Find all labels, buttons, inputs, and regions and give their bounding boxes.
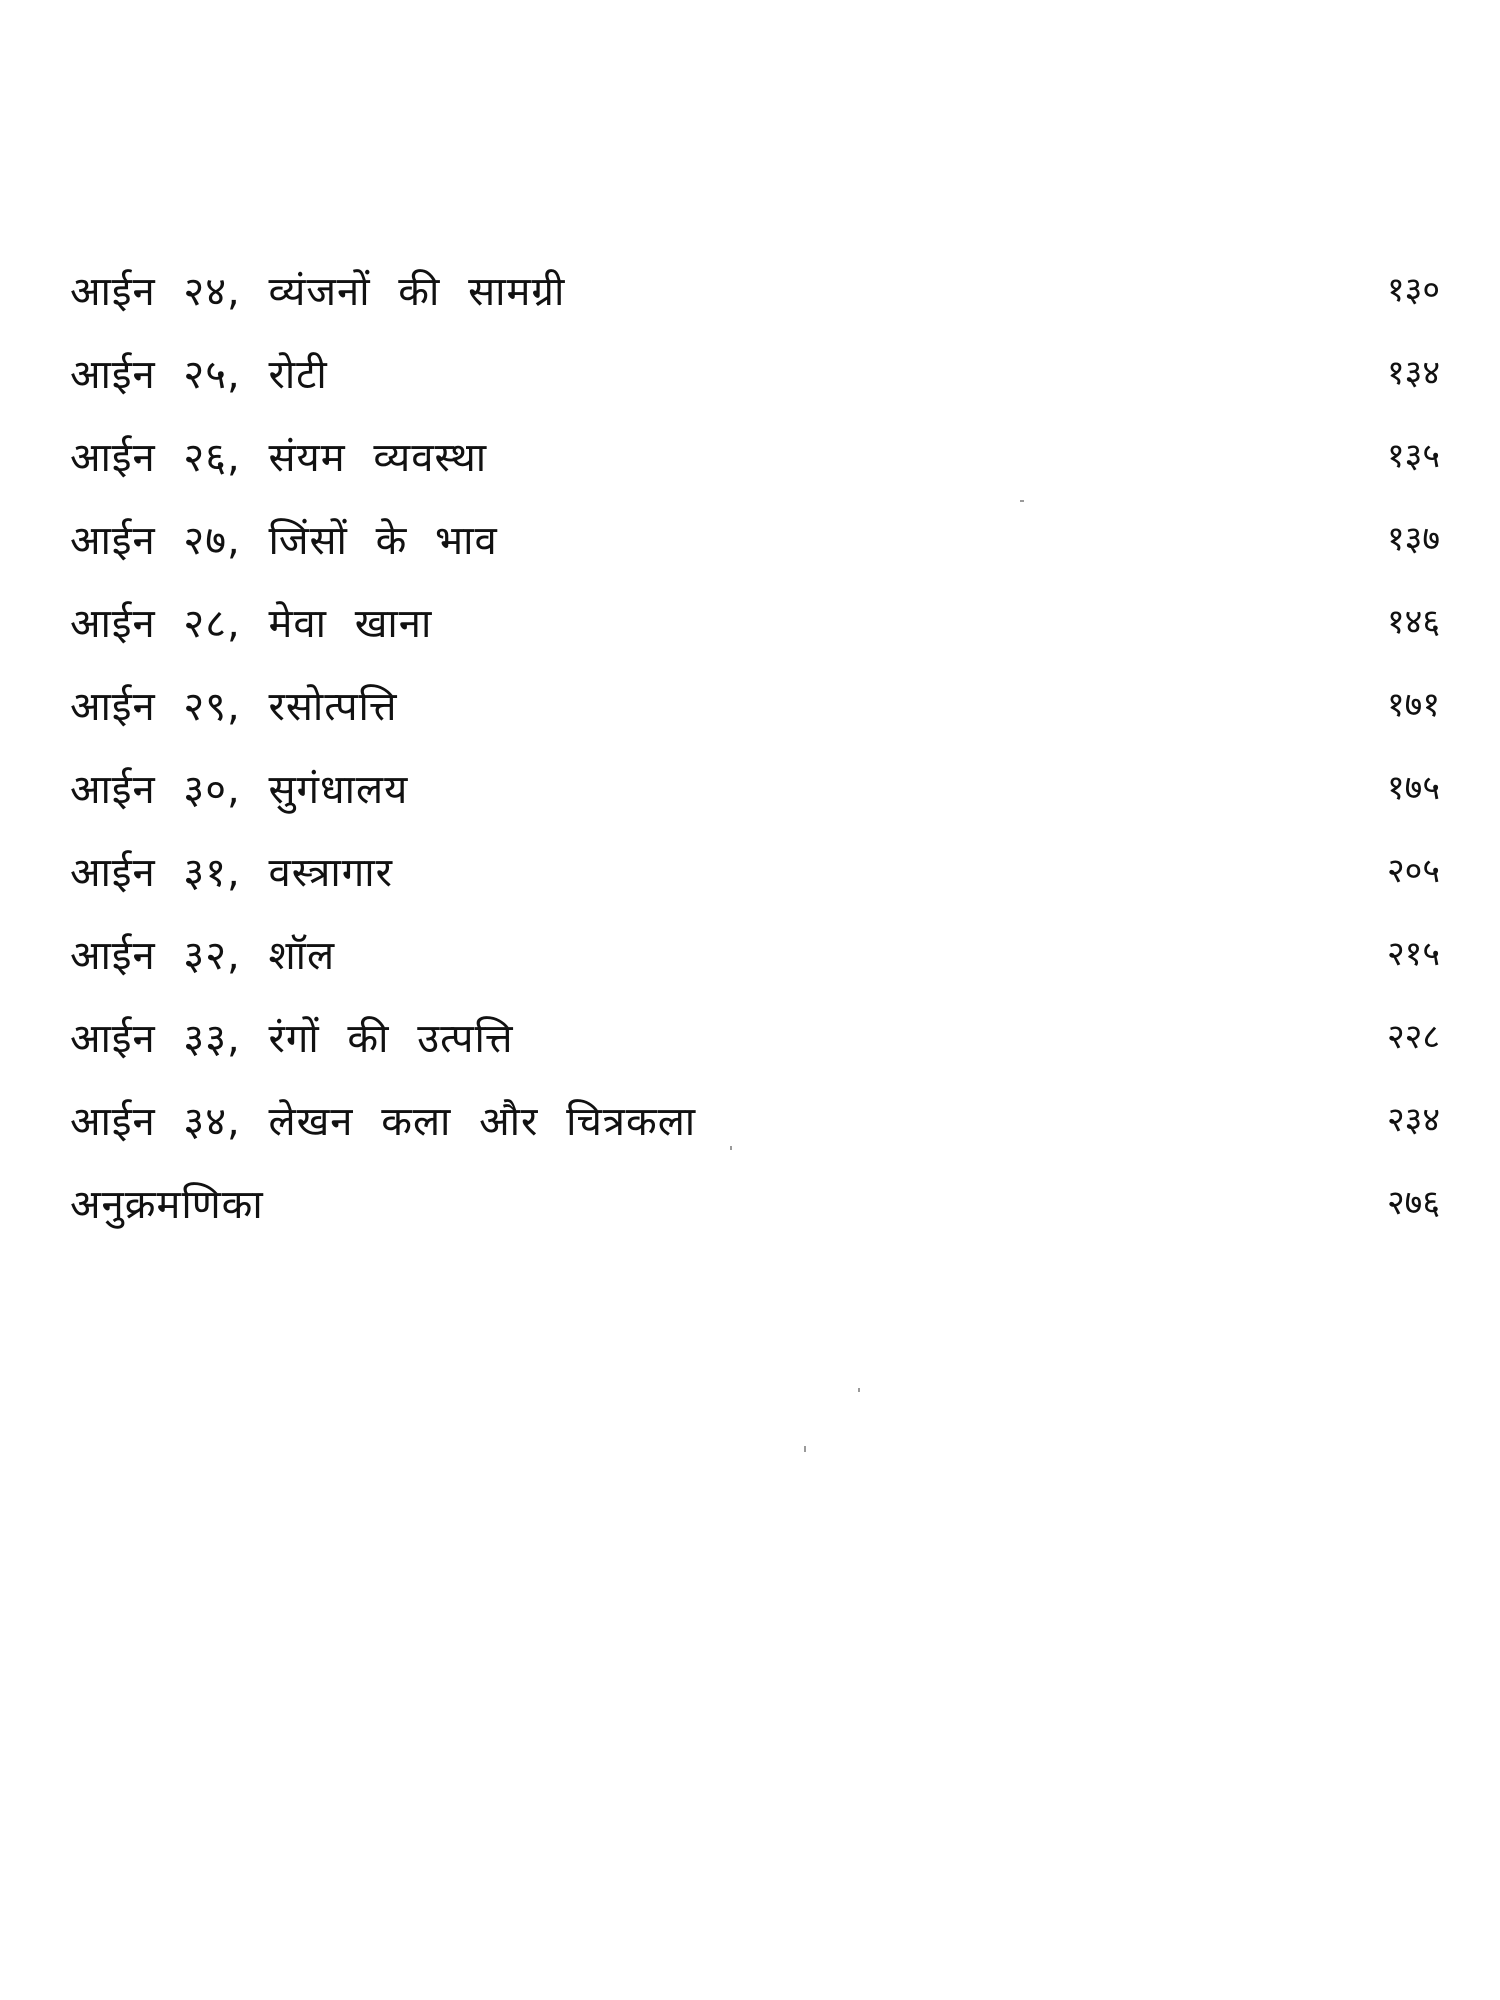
toc-entry-ain-26: [70, 428, 1450, 511]
toc-entry-title: आईन ३१, वस्त्रागार: [70, 850, 393, 896]
toc-entry-page-number: २७६: [1386, 1183, 1440, 1223]
toc-entry-page-number: १३५: [1386, 436, 1440, 476]
toc-entry-ain-24: [70, 262, 1450, 345]
toc-entry-page-number: १३४: [1386, 353, 1440, 393]
toc-entry-page-number: २०५: [1386, 851, 1440, 891]
toc-entry-ain-30: [70, 760, 1450, 843]
toc-entry-title: आईन ३४, लेखन कला और चित्रकला: [70, 1099, 697, 1145]
toc-entry-ain-34: [70, 1092, 1450, 1175]
toc-entry-title: आईन ३२, शॉल: [70, 933, 336, 979]
toc-entry-index: [70, 1175, 1450, 1258]
toc-entry-page-number: २२८: [1386, 1017, 1440, 1057]
toc-entry-ain-31: [70, 843, 1450, 926]
toc-entry-page-number: २३४: [1386, 1100, 1440, 1140]
toc-entry-title: अनुक्रमणिका: [70, 1182, 264, 1228]
toc-entry-page-number: १३७: [1386, 519, 1440, 559]
toc-entry-title: आईन ३३, रंगों की उत्पत्ति: [70, 1016, 514, 1062]
toc-entry-ain-28: [70, 594, 1450, 677]
toc-entry-title: आईन २६, संयम व्यवस्था: [70, 435, 488, 481]
toc-entry-ain-25: [70, 345, 1450, 428]
toc-entry-page-number: १७१: [1386, 685, 1440, 725]
toc-entry-ain-33: [70, 1009, 1450, 1092]
table-of-contents: [70, 262, 1450, 1258]
toc-entry-page-number: १४६: [1386, 602, 1440, 642]
scan-speck: [858, 1388, 860, 1392]
scan-speck: [730, 1146, 732, 1150]
toc-entry-title: आईन २९, रसोत्पत्ति: [70, 684, 398, 730]
toc-entry-title: आईन २५, रोटी: [70, 352, 328, 398]
toc-entry-page-number: १७५: [1386, 768, 1440, 808]
toc-entry-title: आईन ३०, सुगंधालय: [70, 767, 409, 813]
toc-entry-title: आईन २८, मेवा खाना: [70, 601, 433, 647]
toc-entry-ain-32: [70, 926, 1450, 1009]
toc-entry-title: आईन २४, व्यंजनों की सामग्री: [70, 269, 566, 315]
toc-entry-page-number: २१५: [1386, 934, 1440, 974]
scan-speck: [1020, 500, 1024, 502]
toc-entry-ain-29: [70, 677, 1450, 760]
toc-entry-title: आईन २७, जिंसों के भाव: [70, 518, 498, 564]
toc-entry-ain-27: [70, 511, 1450, 594]
scan-speck: [804, 1446, 806, 1452]
toc-entry-page-number: १३०: [1386, 270, 1440, 310]
